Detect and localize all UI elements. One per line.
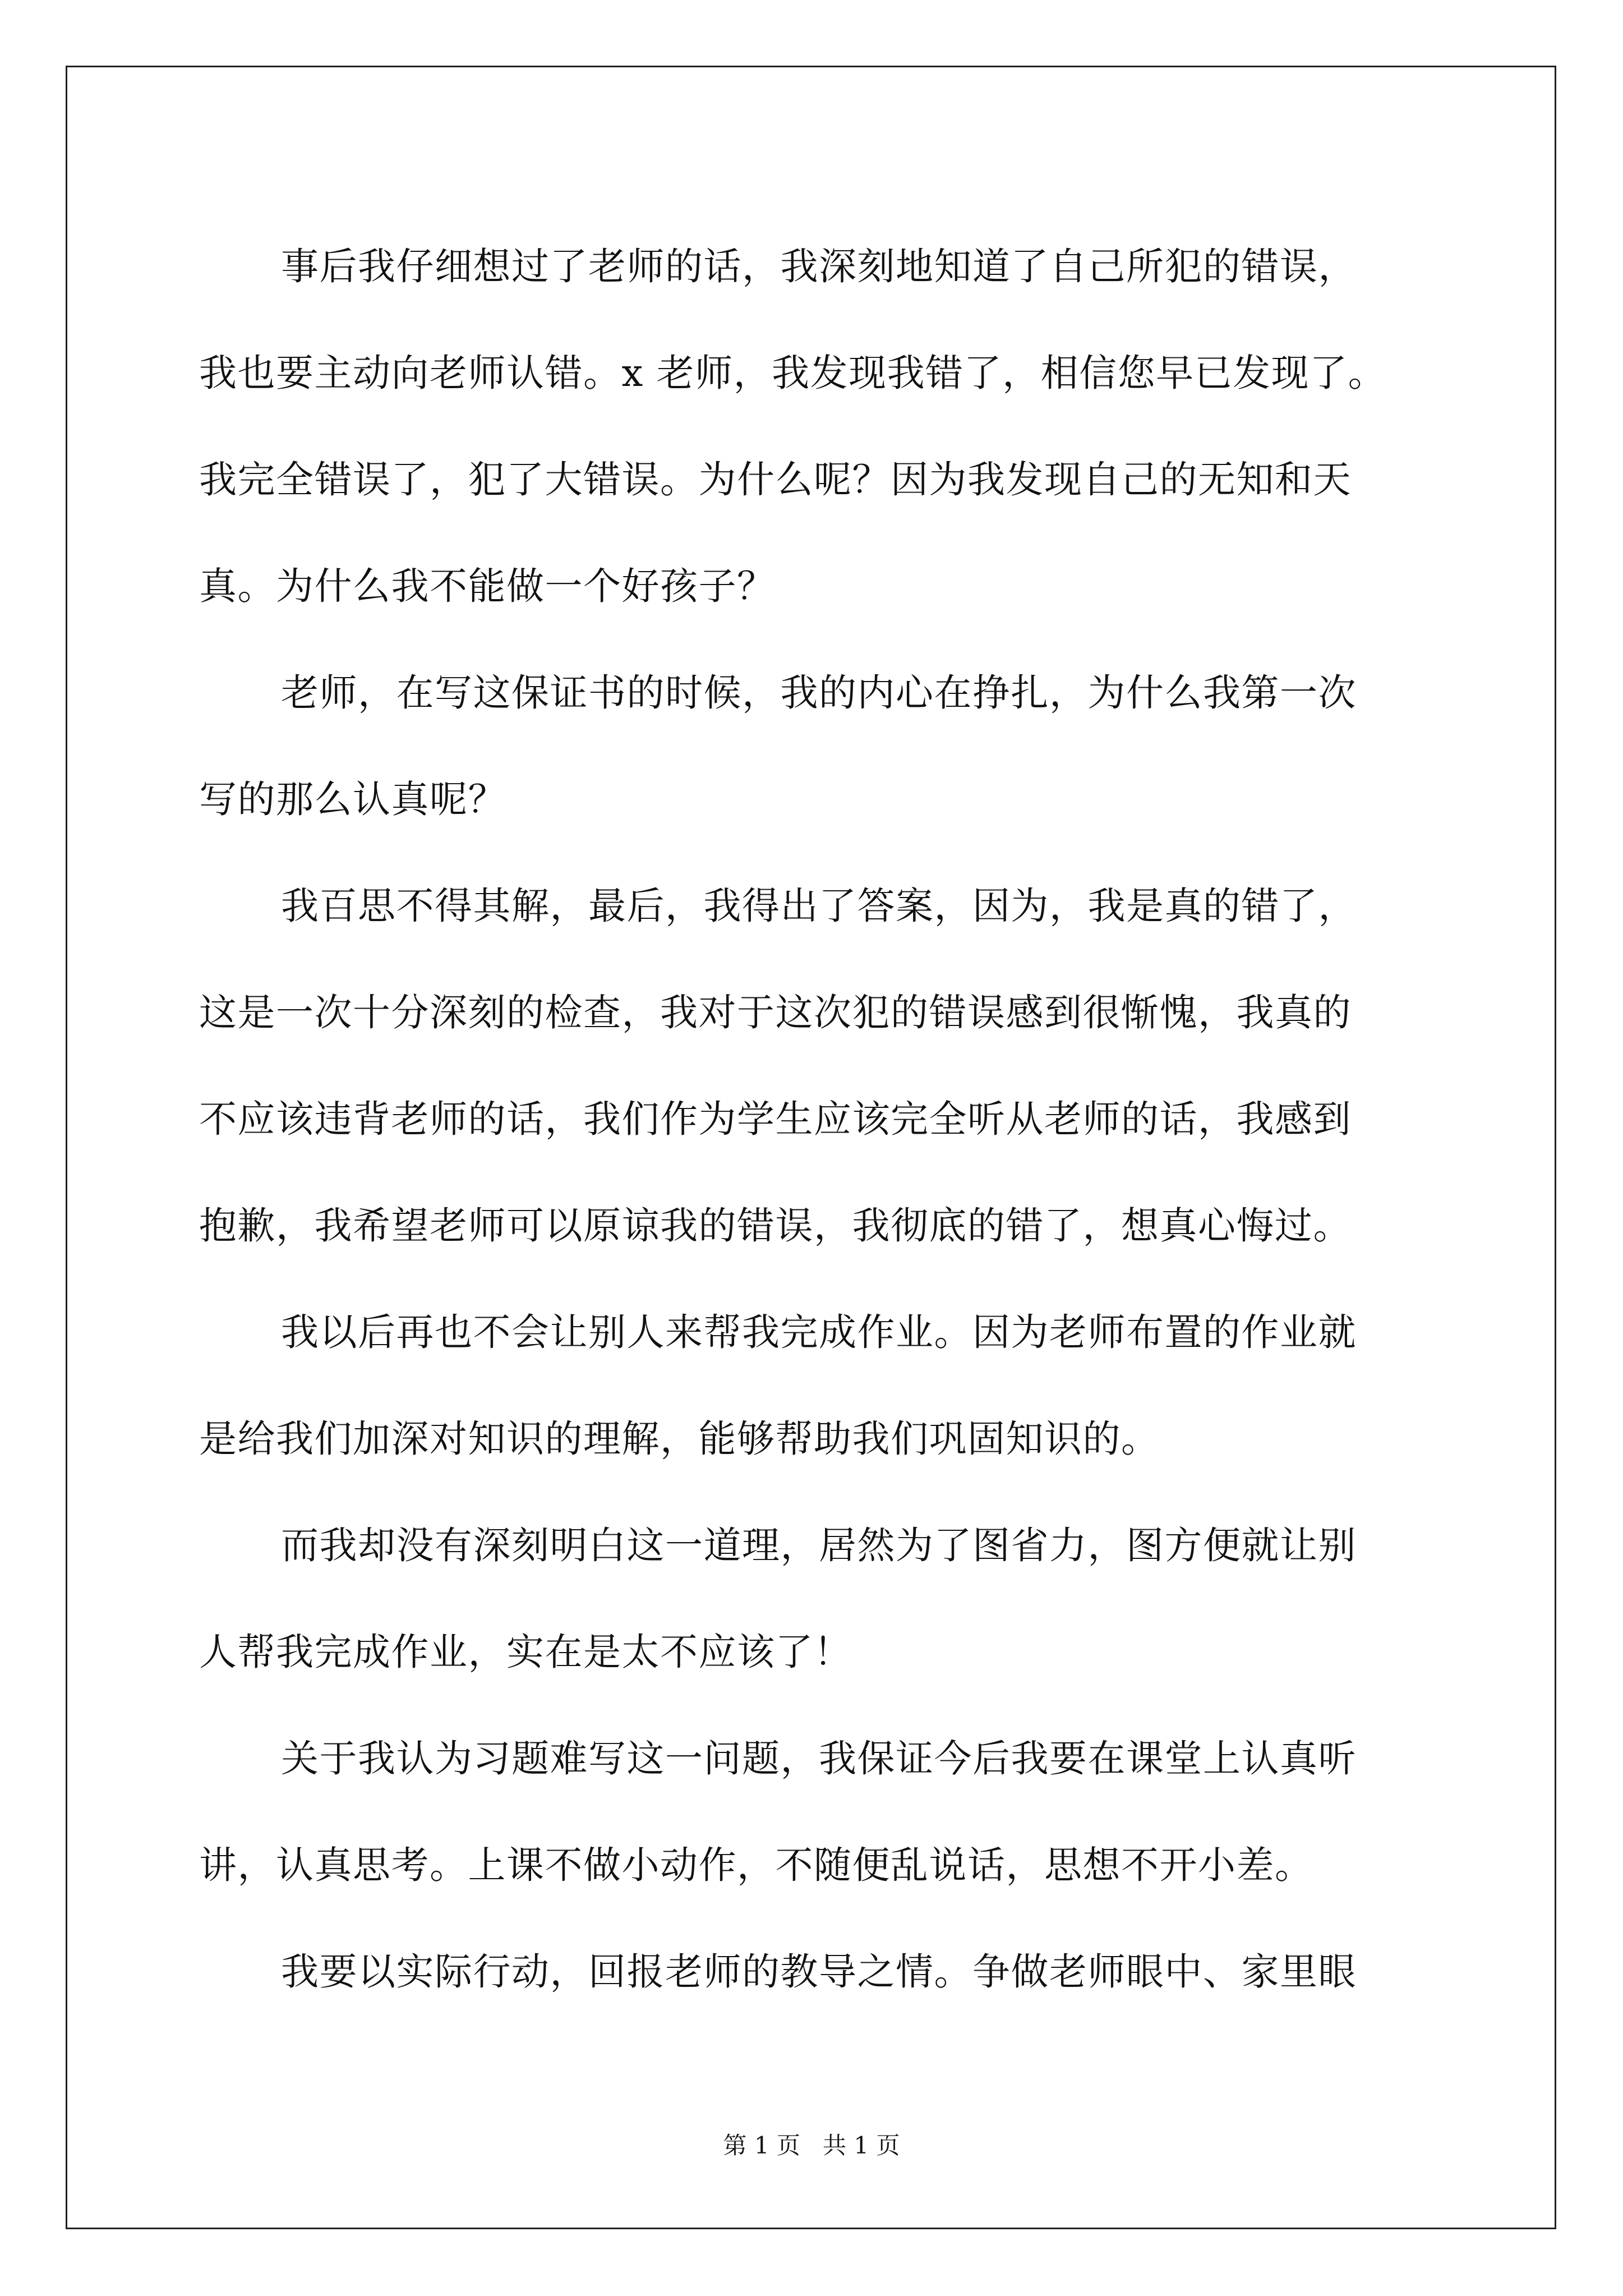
text-line: 是给我们加深对知识的理解，能够帮助我们巩固知识的。 <box>199 1417 1160 1461</box>
text-line: 我要以实际行动，回报老师的教导之情。争做老师眼中、家里眼 <box>281 1950 1357 1994</box>
text-line: 我以后再也不会让别人来帮我完成作业。因为老师布置的作业就 <box>281 1310 1357 1354</box>
text-line: 我也要主动向老师认错。x 老师，我发现我错了，相信您早已发现了。 <box>199 351 1387 395</box>
document-body <box>199 213 1422 2025</box>
text-line: 我百思不得其解，最后，我得出了答案，因为，我是真的错了， <box>281 884 1357 928</box>
text-line: 人帮我完成作业，实在是太不应该了！ <box>199 1630 852 1674</box>
text-line: 而我却没有深刻明白这一道理，居然为了图省力，图方便就让别 <box>281 1524 1357 1567</box>
text-line: 写的那么认真呢？ <box>199 777 506 821</box>
text-line: 我完全错误了，犯了大错误。为什么呢？因为我发现自己的无知和天 <box>199 458 1352 501</box>
text-line: 真。为什么我不能做一个好孩子？ <box>199 564 776 608</box>
text-line: 讲，认真思考。上课不做小动作，不随便乱说话，思想不开小差。 <box>199 1843 1313 1887</box>
text-line: 不应该违背老师的话，我们作为学生应该完全听从老师的话，我感到 <box>199 1097 1352 1141</box>
text-line: 老师，在写这保证书的时候，我的内心在挣扎，为什么我第一次 <box>281 671 1357 715</box>
page-footer: 第 1 页 共 1 页 <box>723 2132 900 2159</box>
text-line: 关于我认为习题难写这一问题，我保证今后我要在课堂上认真听 <box>281 1737 1357 1780</box>
text-line: 事后我仔细想过了老师的话，我深刻地知道了自己所犯的错误， <box>281 245 1357 288</box>
text-line: 抱歉，我希望老师可以原谅我的错误，我彻底的错了，想真心悔过。 <box>199 1204 1352 1248</box>
text-line: 这是一次十分深刻的检查，我对于这次犯的错误感到很惭愧，我真的 <box>199 991 1352 1034</box>
